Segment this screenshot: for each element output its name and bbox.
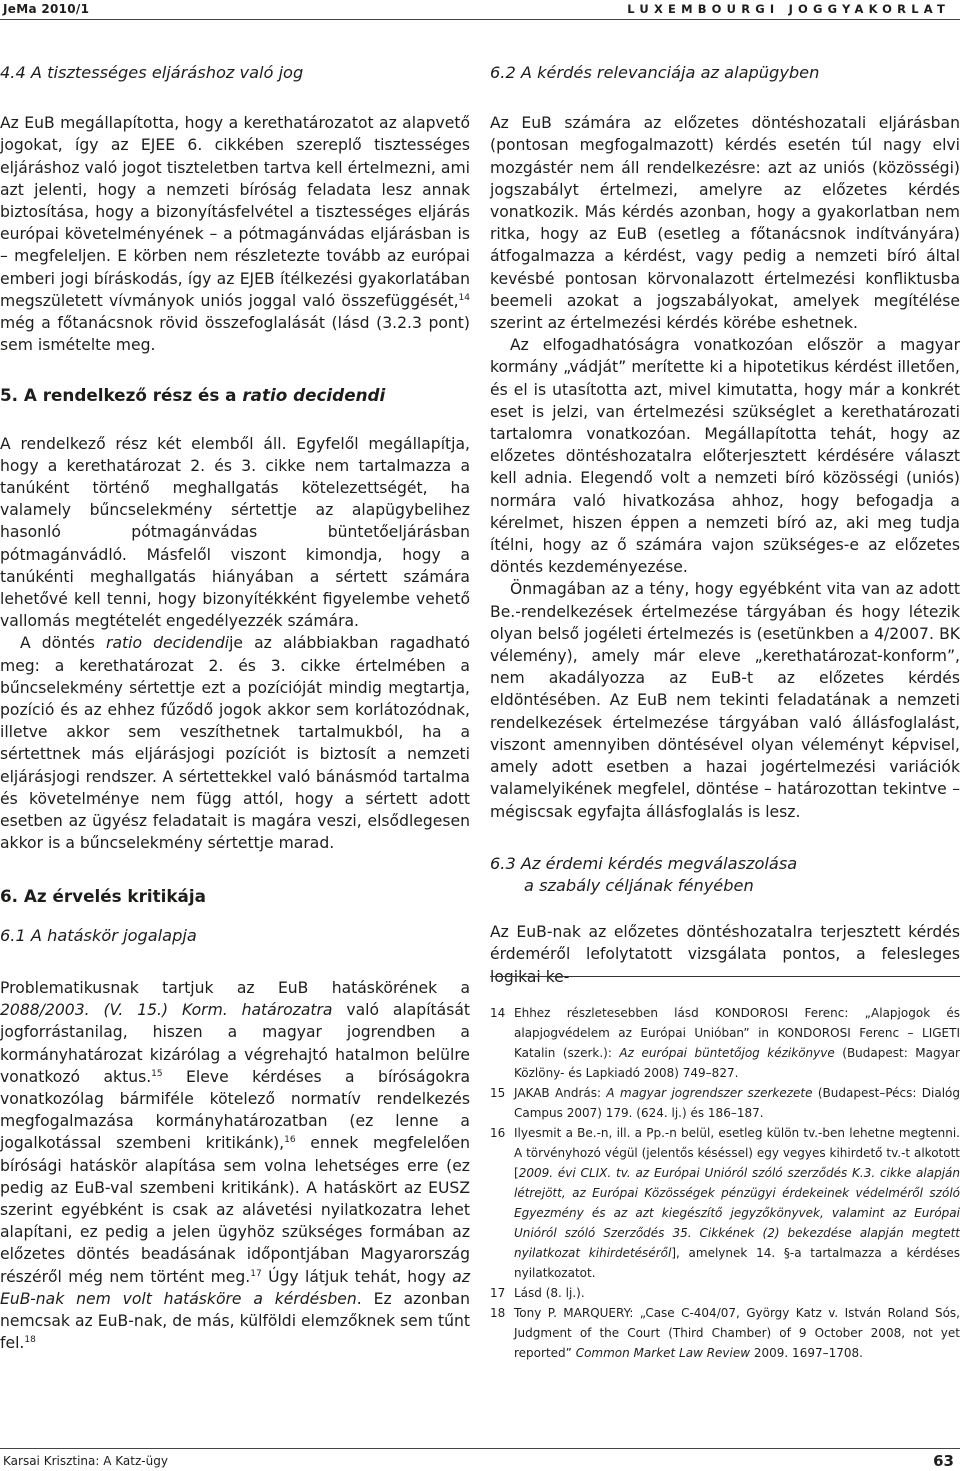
footnote-ref-16[interactable]: 16 [284, 1135, 296, 1146]
footnote-text: Lásd (8. lj.). [514, 1286, 585, 1300]
footnote-number: 14 [490, 1006, 506, 1020]
footnote-18 [490, 1303, 960, 1363]
footnote-number: 15 [490, 1086, 506, 1100]
footnote-ref-14[interactable]: 14 [458, 292, 470, 303]
section-6-2-paragraph-1: Az EuB számára az előzetes döntéshozatali eljárásban (pontosan megfogalmazott) kérdés esetén túl nagy elvi mozgástér nem áll rendelkezésre: azt az uniós (közösségi) jogszabályt értelmezi, amelyre az előzetes kérdés vonatkozik. Más kérdés azonban, hogy a gyakorlatban nem ritka, hogy az EuB (esetleg a főtanácsnok indítványára) átfogalmazza a kérdést, vagy pedig a nemzeti bíró által kevésbé pontosan körvonalazott értelmezési konfliktusba beemeli azokat a jogszabályokat, amelyek megítélése szerint az értelmezési kérdés körébe eshetnek. [490, 114, 960, 333]
journal-issue: JeMa 2010/1 [3, 2, 90, 16]
section-6-1-heading: 6.1 A hatáskör jogalapja [0, 925, 197, 945]
footnote-text: Tony P. MARQUERY: „Case C-404/07, György Katz v. István Roland Sós, Judgment of the Court (Third Chamber) of 9 October 2008, not yet reported” Common Market Law Review 2009. 1697–1708. [514, 1306, 960, 1360]
footnote-text: Ehhez részletesebben lásd KONDOROSI Ferenc: „Alapjogok és alapjogvédelem az Európai Unióban” in KONDOROSI Ferenc – LIGETI Katalin (szerk.): Az európai büntetőjog kézikönyve (Budapest: Magyar Közlöny- és Lapkiadó 2008) 749–827. [514, 1006, 960, 1080]
section-6-1-paragraph: Problematikusnak tartjuk az EuB hatáskörének a 2088/2003. (V. 15.) Korm. határozatra való alapítását jogforrástanilag, hiszen a magyar jogrendben a kormányhatározat kizárólag a végrehajtó hatalmon belülre vonatkozó aktus.$^{15}$ Eleve kérdéses a bíróságokra vonatkozólag bármiféle kötelező normatív rendelkezés megfogalmazása kormányhatározatban (ez lenne a jogalkotással szembeni kritikánk),$^{16}$ ennek megfelelően bírósági hatáskör alapítása sem volna lehetséges erre (ez pedig az EuB-val szembeni kritikánk). A hatáskört az EUSZ szerint egyébként is csak az alávetési nyilatkozatra lehet alapítani, ez pedig a jelen ügyhöz szükséges formában az előzetes döntés beadásának időpontjában Magyarország részéről még nem történt meg.$^{17}$ Úgy látjuk tehát, hogy az EuB-nak nem volt hatásköre a kérdésben. Ez azonban nemcsak az EuB-nak, de más, külföldi elemzőknek sem tűnt fel.$^{18}$ [0, 978, 471, 1353]
section-4-4-paragraph: Az EuB megállapította, hogy a kerethatározatot az alapvető jogokat, így az EJEE 6. cikkében szereplő tisztességes eljáráshoz való jogot tiszteletben tartva kell értelmezni, ami azt jelenti, hogy a nemzeti bíróság feladata lesz annak biztosítása, hogy a bizonyításfelvétel a tisztességes eljárás európai követelményének – a pótmagánvádas eljárásban is – megfeleljen. E körben nem részletezte tovább az európai emberi jogi bíráskodás, így az EJEB ítélkezési gyakorlatában megszületett vívmányok uniós joggal való összefüggését,$^{14}$ még a főtanácsnok rövid összefoglalását (lásd (3.2.3 pont) sem ismételte meg. [0, 114, 470, 355]
section-6-2-paragraph-3: Önmagában az a tény, hogy egyébként vita van az adott Be.-rendelkezések értelmezése tárgyában és hogy létezik olyan belső jogéleti értelmezés is (esetünkben a 4/2007. BK vélemény), amely már eleve „kerethatározat-konform”, nem akadályozza az EuB-t az előzetes kérdés eldöntésében. Az EuB nem tekinti feladatának a nemzeti rendelkezések értelmezése tárgyában való állásfoglalást, viszont amennyiben döntésével olyan véleményt képvisel, amely adott esetben a hazai jogértelmezési variációk valamelyikének megfelel, döntése – határozottan tekintve – mégiscsak egyfajta állásfoglalás is lesz. [490, 580, 960, 821]
footnotes [490, 1003, 960, 1363]
page-footer [0, 1448, 960, 1471]
footer-author-title: Karsai Krisztina: A Katz-ügy [3, 1454, 168, 1468]
left-column [0, 62, 470, 1354]
section-6-3-heading: 6.3 Az érdemi kérdés megválaszolása a szabály céljának fényében [490, 853, 798, 895]
footnote-ref-17[interactable]: 17 [250, 1268, 262, 1279]
footnote-text: JAKAB András: A magyar jogrendszer szerkezete (Budapest–Pécs: Dialóg Campus 2007) 179. (624. lj.) és 186–187. [514, 1086, 960, 1120]
footnote-separator [490, 976, 960, 977]
footnote-16 [490, 1123, 960, 1283]
header-rule [0, 19, 960, 20]
footnote-ref-18[interactable]: 18 [24, 1334, 36, 1345]
footnote-number: 16 [490, 1126, 506, 1140]
section-6-heading: 6. Az érvelés kritikája [0, 885, 206, 906]
running-title: LUXEMBOURGI JOGGYAKORLAT [627, 2, 950, 16]
footnote-number: 17 [490, 1286, 506, 1300]
section-5-paragraph-2: A döntés ratio decidendije az alábbiakban ragadható meg: a kerethatározat 2. és 3. cikke értelmében a bűncselekmény sértettje ezt a pozícióját mindig megtartja, pozíció és az ehhez fűződő jogok akkor sem korlátozódnak, illetve akkor sem veszíthetnek tartalmukból, ha a sértettnek más eljárásjogi pozíciót is biztosít a nemzeti eljárásjogi rendszer. A sértettekkel való bánásmód tartalma és követelménye nem függ attól, hogy a sértett adott esetben az ügyész feladatait is magára veszi, elsődlegesen akkor is a bűncselekmény sértettje marad. [0, 634, 470, 853]
section-6-2-heading: 6.2 A kérdés relevanciája az alapügyben [490, 63, 820, 82]
page-number: 63 [933, 1452, 954, 1470]
footnote-17 [490, 1283, 960, 1303]
footnote-15 [490, 1083, 960, 1123]
footnote-number: 18 [490, 1306, 506, 1320]
footnote-ref-15[interactable]: 15 [151, 1068, 163, 1079]
page-header [0, 0, 960, 20]
section-5-heading: 5. A rendelkező rész és a ratio decidendi [0, 385, 386, 406]
footnote-text: Ilyesmit a Be.-n, ill. a Pp.-n belül, esetleg külön tv.-ben lehetne megtenni. A törvényhozó végül (jelentős késéssel) egy vegyes kihirdető tv.-t alkotott [2009. évi CLIX. tv. az Európai Unióról szóló szerződés K.3. cikke alapján létrejött, az Európai Közösségek pénzügyi érdekeinek védelméről szóló Egyezmény és az azt kiegészítő jegyzőkönyvek, valamint az Európai Unióról szóló Szerződés 35. Cikkének (2) bekezdése alapján megtett nyilatkozat kihirdetéséről], amelynek 14. §-a tartalmazza a kérdéses nyilatkozatot. [514, 1126, 960, 1280]
right-column [490, 62, 960, 988]
section-5-paragraph-1: A rendelkező rész két elemből áll. Egyfelől megállapítja, hogy a kerethatározat 2. és 3. cikke nem tartalmazza a tanúként történő meghallgatás kötelezettségét, ha valamely bűncselekmény sértettje az alapügybelihez hasonló pótmagánvádas büntetőeljárásban pótmagánvádló. Másfelől viszont kimondja, hogy a tanúkénti meghallgatás hiányában a sértett számára lehetővé kell tenni, hogy bizonyítékként figyelembe vehető vallomás megtételét engedélyezzék számára. [0, 434, 470, 631]
footnote-14 [490, 1003, 960, 1083]
section-4-4-heading: 4.4 A tisztességes eljáráshoz való jog [0, 63, 304, 82]
section-6-3-paragraph: Az EuB-nak az előzetes döntéshozatalra terjesztett kérdés érdeméről lefolytatott vizsgálata pontos, a felesleges logikai ke- [490, 923, 960, 986]
footer-rule [0, 1448, 960, 1449]
section-6-2-paragraph-2: Az elfogadhatóságra vonatkozóan először a magyar kormány „vádját” merítette ki a hipotetikus kérdést illetően, és el is utasította azt, mivel kimutatta, hogy már a konkrét eset is jelzi, van értelmezési szükséglet a kerethatározati tartalomra vonatkozóan. Megállapította tehát, hogy az előzetes döntéshozatalra előterjesztett kérdésére választ kell adnia. Elegendő volt a nemzeti bíró közösségi (uniós) normára való hivatkozása ahhoz, hogy befogadja a kérelmet, hiszen éppen a nemzeti bíró az, aki meg tudja ítélni, hogy az ő számára vajon szükséges-e az előzetes döntés kezdeményezése. [490, 336, 960, 577]
